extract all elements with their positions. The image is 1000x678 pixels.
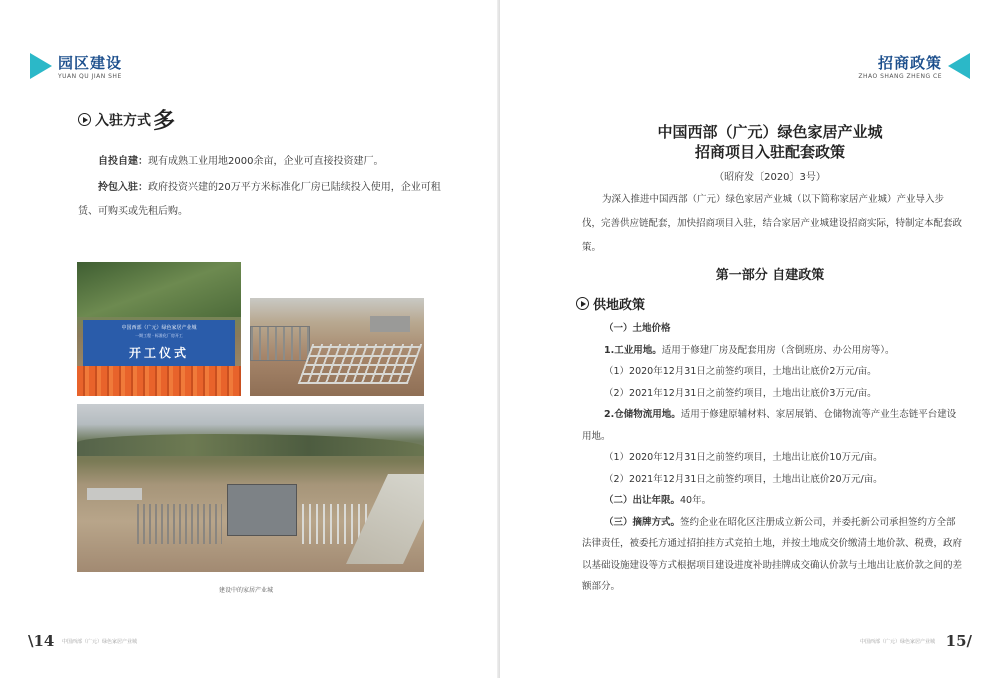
photo-caption: 建设中的家居产业城 (219, 587, 274, 594)
right-page (500, 0, 1000, 678)
header-triangle-icon (30, 53, 52, 79)
site-photo-large (77, 404, 424, 572)
item-text: 现有成熟工业用地2000余亩，企业可直接投资建厂。 (148, 156, 384, 167)
header-triangle-icon (948, 53, 970, 79)
intro-paragraph: 为深入推进中国西部（广元）绿色家居产业城（以下简称家居产业城）产业导入步伐，完善供应链配套，加快招商项目入驻，结合家居产业城建设招商实际，特制定本配套政策。 (582, 194, 963, 253)
banner-main: 开工仪式 (128, 346, 189, 360)
section-title: 入驻方式 (95, 112, 151, 129)
item-text: 适用于修建原辅材料、家居展销、仓储物流等产业生态链平台建设用地。 (582, 409, 957, 442)
sub-heading-1: （一）土地价格 (604, 323, 671, 334)
right-header-logo (858, 52, 970, 80)
item-2 (582, 404, 962, 447)
page-slash: / (966, 632, 972, 650)
ceremony-photo (77, 262, 241, 396)
left-page-number (28, 632, 54, 650)
item-1b: （2）2021年12月31日之前签约项目，土地出让底价3万元/亩。 (604, 387, 877, 399)
item-label: 自投自建： (98, 156, 148, 167)
item-label: （三）摘牌方式。 (604, 516, 681, 528)
doc-title (580, 122, 960, 162)
left-header-logo (30, 52, 122, 80)
page-slash: \ (28, 632, 34, 650)
item-1a: （1）2020年12月31日之前签约项目，土地出让底价2万元/亩。 (604, 366, 877, 377)
left-footer-text: 中国西部（广元）绿色家居产业城 (62, 639, 138, 645)
sub-heading-2 (582, 490, 962, 512)
left-header-title: 园区建设 (58, 54, 123, 72)
item-text: 适用于修建厂房及配套用房（含倒班房、办公用房等）。 (661, 344, 895, 356)
page-number-value: 15 (945, 632, 967, 650)
item-label: （二）出让年限。 (604, 495, 681, 506)
item-2b: （2）2021年12月31日之前签约项目，土地出让底价20万元/亩。 (604, 473, 883, 485)
item-text: 签约企业在昭化区注册成立新公司，并委托新公司承担签约方全部法律责任，被委托方通过招拍挂方式竞拍土地，并按土地成交价缴清土地价款、税费，政府以基础设施建设等方式根据项目建设进度补助挂牌成交确认价款与土地出让底价款之间的差额部分。 (582, 516, 963, 592)
part-title: 第一部分 自建政策 (715, 268, 825, 283)
item-label: 1.工业用地。 (604, 344, 662, 356)
play-circle-icon (78, 113, 91, 126)
ceremony-banner (83, 320, 235, 368)
play-circle-icon (576, 297, 589, 310)
right-header-title: 招商政策 (877, 54, 942, 72)
item-2a: （1）2020年12月31日之前签约项目，土地出让底价10万元/亩。 (604, 452, 883, 463)
left-header-subtitle: YUAN QU JIAN SHE (58, 73, 122, 80)
item-text: 政府投资兴建的20万平方米标准化厂房已陆续投入使用，企业可租赁、可购买或先租后购。 (78, 182, 441, 217)
item-1 (582, 340, 962, 362)
left-section-heading (78, 104, 175, 135)
section-title-big: 多 (153, 108, 176, 134)
banner-line1: 中国西部（广元）绿色家居产业城 (121, 325, 197, 331)
item-label: 拎包入驻： (98, 182, 148, 193)
doc-number: （昭府发〔2020〕3号） (714, 172, 826, 183)
right-page-number (946, 632, 972, 650)
left-paragraph-1 (78, 150, 450, 174)
doc-title-line1: 中国西部（广元）绿色家居产业城 (657, 123, 883, 141)
item-label: 2.仓储物流用地。 (604, 409, 681, 420)
banner-line2: 一期工程 · 标准化厂房开工 (135, 333, 183, 338)
right-footer-text: 中国西部（广元）绿色家居产业城 (859, 639, 935, 645)
section-title: 供地政策 (593, 298, 646, 313)
site-photo-small (250, 298, 424, 396)
right-header-subtitle: ZHAO SHANG ZHENG CE (858, 73, 942, 80)
policy-body (582, 318, 962, 598)
sub-heading-3 (582, 512, 962, 598)
item-text: 40年。 (680, 495, 712, 506)
factory-building (227, 484, 297, 536)
page-number-value: 14 (33, 632, 55, 650)
left-paragraph-2 (78, 176, 450, 224)
doc-title-line2: 招商项目入驻配套政策 (694, 143, 845, 161)
right-section-heading (576, 294, 645, 313)
